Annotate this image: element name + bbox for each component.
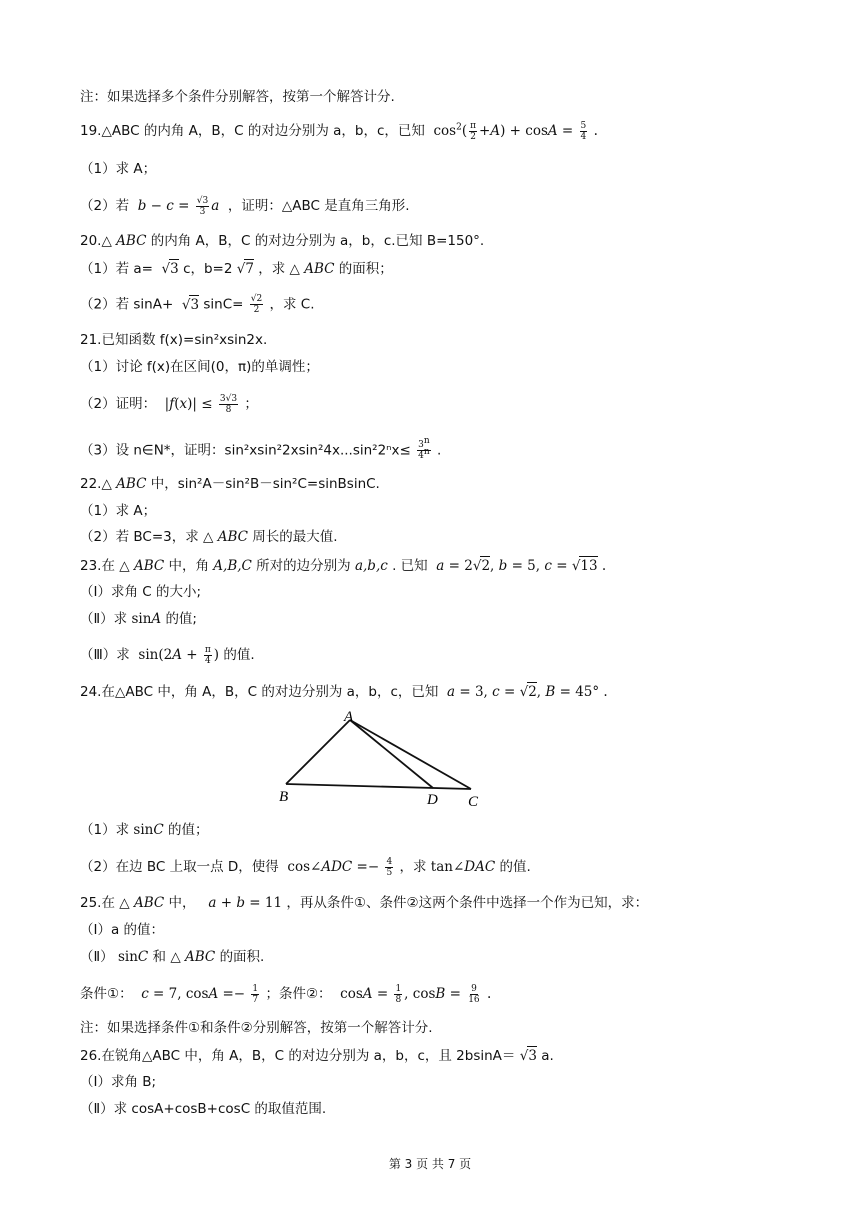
side-bc (286, 784, 471, 789)
page-footer: 第 3 页 共 7 页 (388, 1157, 472, 1171)
question-25-part-2: （Ⅱ） sinC 和 △ ABC 的面积. (80, 949, 265, 965)
side-ac (350, 720, 471, 789)
label-b: B (279, 789, 289, 805)
question-20: 20.△ ABC 的内角 A，B，C 的对边分别为 a，b，c.已知 B=150°. (80, 233, 485, 249)
question-19: 19.△ABC 的内角 A，B，C 的对边分别为 a，b，c，已知 $\cos^2$( $\frac{\pi}{2}$ +A) + cosA = $\frac{5}{4}$ . (80, 121, 598, 142)
question-22: 22.△ ABC 中，sin²A－sin²B－sin²C=sinBsinC. (80, 476, 380, 492)
question-21-part-2: （2）证明： |f(x)| ≤ $\frac{3√3}{8}$ ； (80, 394, 258, 415)
question-23: 23.在 △ ABC 中，角 A,B,C 所对的边分别为 a,b,c . 已知 a = 2√2, b = 5, c = √13 . (80, 558, 607, 574)
question-19-part-2: （2）若 b − c = $\frac{√3}{3}$ a ，证明：△ABC 是直角三角形. (80, 196, 410, 217)
question-25: 25.在 △ ABC 中， a + b = 11 ，再从条件①、条件②这两个条件中选择一个作为已知，求： (80, 895, 649, 911)
note-multiple-conditions: 注：如果选择多个条件分别解答，按第一个解答计分. (80, 89, 395, 105)
segment-ad (350, 720, 433, 788)
question-26: 26.在锐角△ABC 中，角 A，B，C 的对边分别为 a，b，c，且 2bsinA＝ √3 a. (80, 1048, 554, 1064)
question-20-part-2: （2）若 sinA+ √3 sinC= $\frac{√2}{2}$ ，求 C. (80, 294, 315, 315)
label-a: A (344, 709, 354, 725)
note-condition-choice: 注：如果选择条件①和条件②分别解答，按第一个解答计分. (80, 1020, 433, 1036)
question-23-part-3: （Ⅲ）求 sin(2A + $\frac{\pi}{4}$ ) 的值. (80, 645, 255, 666)
question-23-part-2: （Ⅱ）求 sinA 的值; (80, 611, 197, 627)
question-26-part-2: （Ⅱ）求 cosA+cosB+cosC 的取值范围. (80, 1101, 327, 1117)
question-25-part-1: （Ⅰ）a 的值： (80, 922, 165, 938)
label-d: D (427, 792, 438, 808)
question-21: 21.已知函数 f(x)=sin²xsin2x. (80, 332, 268, 348)
question-25-conditions: 条件①： c = 7, cosA =− $\frac{1}{7}$ ；条件②： cosA = $\frac{1}{8}$ , cosB = $\frac{9}{16}$ . (80, 984, 492, 1005)
side-ab (286, 720, 350, 784)
question-26-part-1: （Ⅰ）求角 B; (80, 1074, 157, 1090)
question-20-part-1: （1）若 a= √3 c，b=2 √7 ，求 △ ABC 的面积； (80, 261, 393, 277)
question-19-part-1: （1）求 A； (80, 161, 157, 177)
question-22-part-1: （1）求 A； (80, 503, 157, 519)
question-24-part-2: （2）在边 BC 上取一点 D，使得 cos∠ADC =− $\frac{4}{5}$ ，求 tan∠DAC 的值. (80, 857, 531, 878)
question-21-part-3: （3）设 n∈N*，证明：sin²xsin²2xsin²4x...sin²2ⁿx≤ $\frac{3^n}{4^n}$ . (80, 436, 442, 461)
question-22-part-2: （2）若 BC=3，求 △ ABC 周长的最大值. (80, 529, 338, 545)
triangle-figure (270, 706, 490, 816)
question-23-part-1: （Ⅰ）求角 C 的大小; (80, 584, 202, 600)
question-24-part-1: （1）求 sinC 的值； (80, 822, 209, 838)
question-24: 24.在△ABC 中，角 A，B，C 的对边分别为 a，b，c，已知 a = 3, c = √2, B = 45° . (80, 684, 608, 700)
question-21-part-1: （1）讨论 f(x)在区间(0，π)的单调性； (80, 359, 319, 375)
label-c: C (468, 794, 479, 810)
